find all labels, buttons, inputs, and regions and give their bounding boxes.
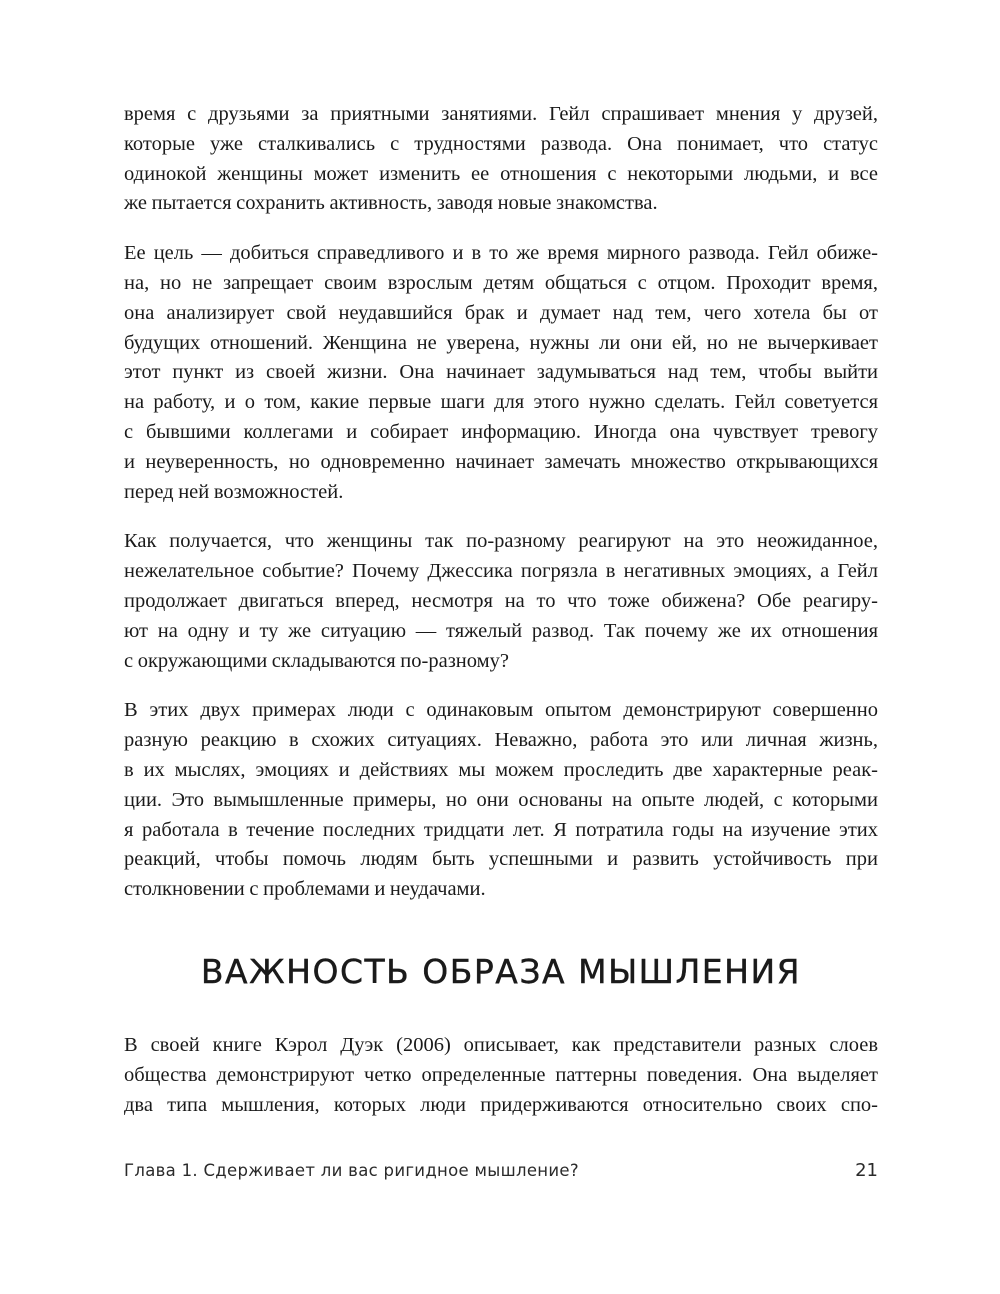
text-line: два типа мышления, которых люди придерживаются относительно своих спо- xyxy=(124,1093,878,1116)
text-line: разную реакцию в схожих ситуациях. Неважно, работа это или личная жизнь, xyxy=(124,729,878,752)
text-line: будущих отношений. Женщина не уверена, нужны ли они ей, но не вычеркивает xyxy=(124,331,878,354)
text-line: же пытается сохранить активность, заводя новые знакомства. xyxy=(124,192,658,215)
text-line: В своей книге Кэрол Дуэк (2006) описывает, как представители разных слоев xyxy=(124,1033,878,1056)
text-line: Ее цель — добиться справедливого и в то же время мирного развода. Гейл обиже- xyxy=(124,242,878,265)
paragraph-4 xyxy=(124,696,878,905)
text-line: продолжает двигаться вперед, несмотря на то что тоже обижена? Обе реагиру- xyxy=(124,589,878,612)
text-line: на работу, и о том, какие первые шаги для этого нужно сделать. Гейл советуется xyxy=(124,391,878,414)
text-line: которые уже сталкивались с трудностями развода. Она понимает, что статус xyxy=(124,132,878,155)
text-line: Как получается, что женщины так по-разному реагируют на это неожиданное, xyxy=(124,530,878,553)
text-line: общества демонстрируют четко определенные паттерны поведения. Она выделяет xyxy=(124,1063,878,1086)
page-body xyxy=(124,100,878,1140)
text-line: В этих двух примерах люди с одинаковым опытом демонстрируют совершенно xyxy=(124,699,878,722)
paragraph-3 xyxy=(124,527,878,676)
text-line: перед ней возможностей. xyxy=(124,480,344,503)
text-line: с окружающими складываются по-разному? xyxy=(124,649,509,672)
paragraph-2 xyxy=(124,239,878,507)
text-line: время с друзьями за приятными занятиями. Гейл спрашивает мнения у друзей, xyxy=(124,103,878,125)
text-line: я работала в течение последних тридцати лет. Я потратила годы на изучение этих xyxy=(124,818,878,841)
text-line: реакций, чтобы помочь людям быть успешными и развить устойчивость при xyxy=(124,848,878,871)
text-line: ции. Это вымышленные примеры, но они основаны на опыте людей, с которыми xyxy=(124,788,878,811)
text-line: ют на одну и ту же ситуацию — тяжелый развод. Так почему же их отношения xyxy=(124,619,878,642)
text-line: этот пункт из своей жизни. Она начинает задумываться над тем, чтобы выйти xyxy=(124,361,878,384)
section-heading: ВАЖНОСТЬ ОБРАЗА МЫШЛЕНИЯ xyxy=(200,951,802,991)
text-line: одинокой женщины может изменить ее отношения с некоторыми людьми, и все xyxy=(124,162,878,185)
text-line: в их мыслях, эмоциях и действиях мы можем проследить две характерные реак- xyxy=(124,758,878,781)
paragraph-1 xyxy=(124,100,878,219)
text-line: на, но не запрещает своим взрослым детям общаться с отцом. Проходит время, xyxy=(124,271,878,294)
page-number: 21 xyxy=(855,1160,878,1181)
text-line: и неуверенность, но одновременно начинает замечать множество открывающихся xyxy=(124,450,878,473)
running-chapter-title: Глава 1. Сдерживает ли вас ригидное мышление? xyxy=(124,1161,579,1180)
text-line: с бывшими коллегами и собирает информацию. Иногда она чувствует тревогу xyxy=(124,420,878,443)
text-line: нежелательное событие? Почему Джессика погрязла в негативных эмоциях, а Гейл xyxy=(124,560,878,583)
text-line: столкновении с проблемами и неудачами. xyxy=(124,878,486,901)
text-line: она анализирует свой неудавшийся брак и думает над тем, чего хотела бы от xyxy=(124,301,878,324)
paragraph-5 xyxy=(124,1031,878,1120)
page-footer xyxy=(124,1160,878,1181)
